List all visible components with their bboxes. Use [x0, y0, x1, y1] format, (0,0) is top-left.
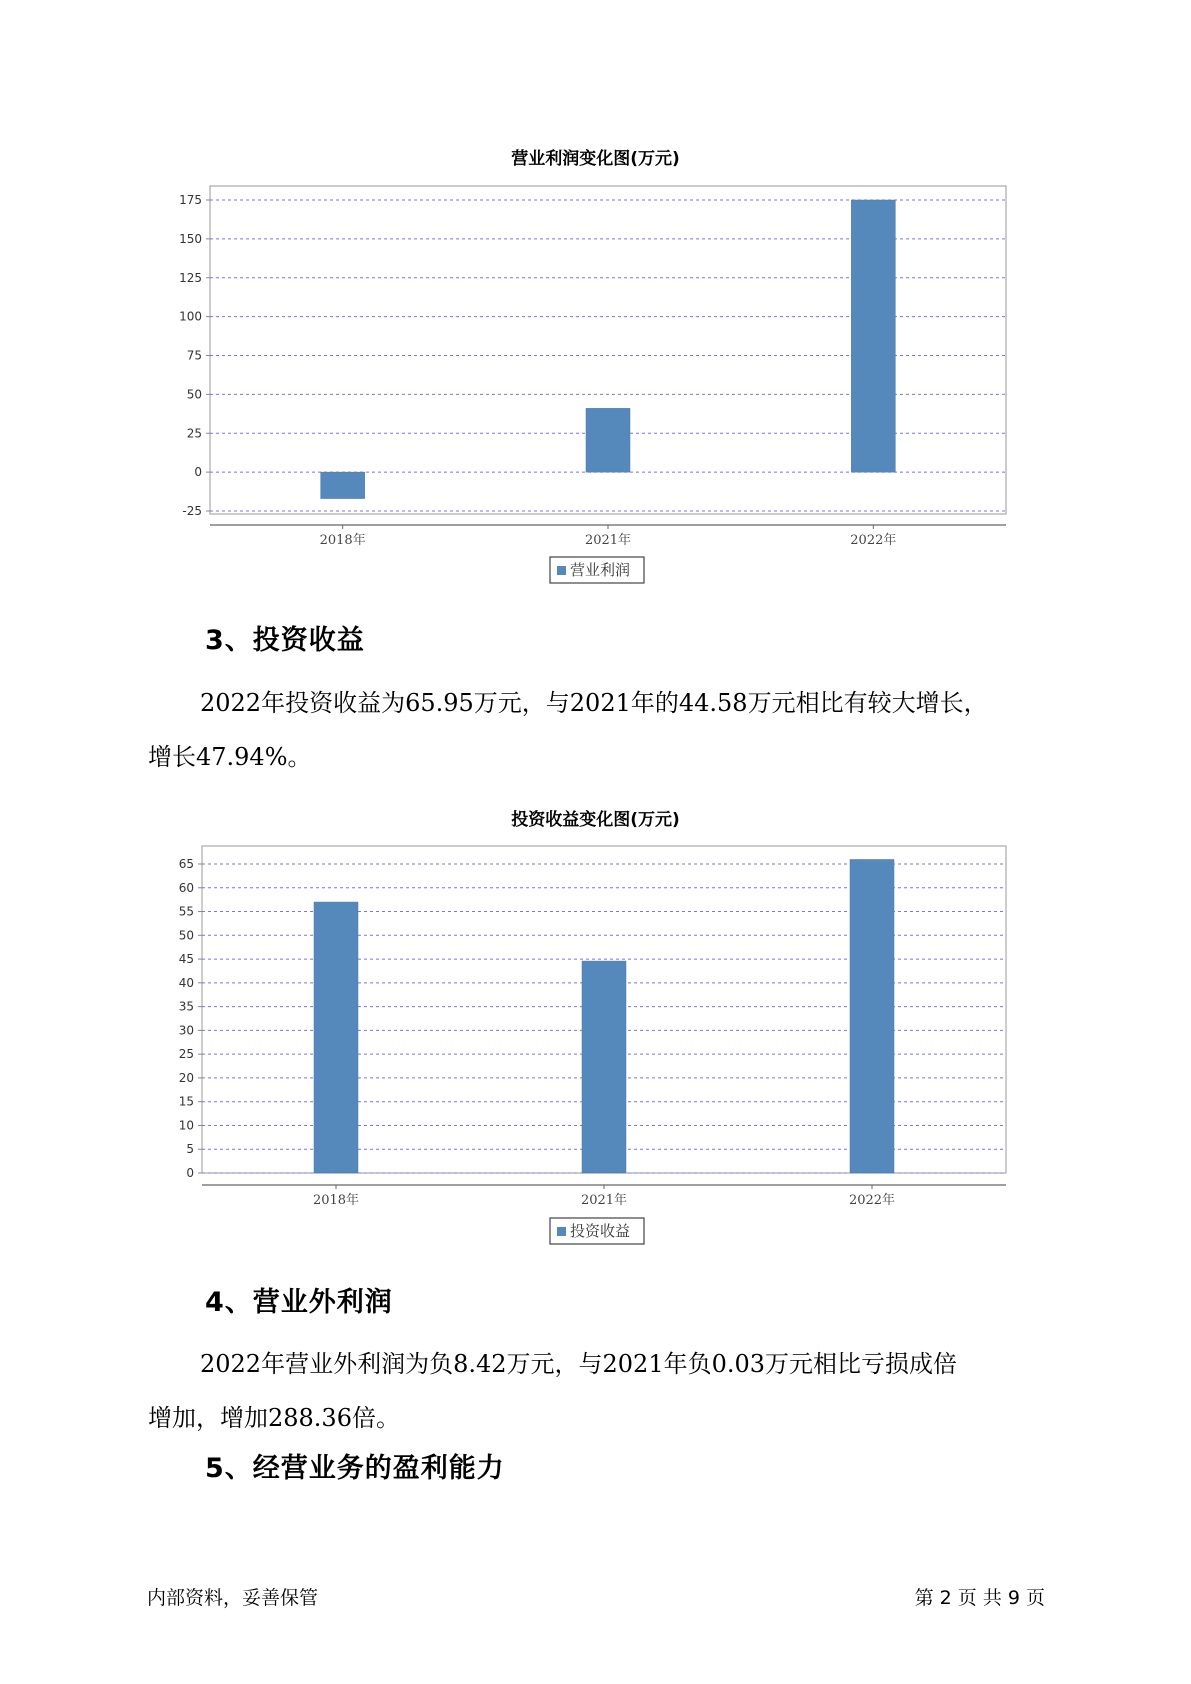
chart2-legend-label: 投资收益 — [570, 1222, 631, 1240]
footer-page-number: 第 2 页 共 9 页 — [914, 1587, 1045, 1609]
chart2-ytick-label: 30 — [178, 1023, 194, 1038]
chart1-ytick-label: 150 — [179, 231, 202, 246]
chart2-bar-2022年 — [850, 859, 894, 1173]
chart1-xtick-label: 2022年 — [850, 533, 897, 548]
chart2-xtick-label: 2021年 — [580, 1193, 628, 1208]
chart2-legend-swatch — [557, 1227, 566, 1236]
chart2-bar-2021年 — [582, 961, 626, 1173]
chart1-ytick-label: 25 — [186, 426, 202, 441]
chart2-ytick-label: 40 — [178, 975, 194, 990]
section-4-line2: 增加，增加288.36倍。 — [148, 1404, 400, 1432]
section-5-heading: 5、经营业务的盈利能力 — [205, 1453, 505, 1484]
chart2-ytick-label: 10 — [178, 1118, 194, 1133]
chart2-xtick-label: 2022年 — [848, 1193, 896, 1208]
chart1-ytick-label: -25 — [182, 504, 202, 518]
chart2-ytick-label: 65 — [178, 857, 194, 871]
chart2-ytick-label: 55 — [178, 904, 194, 919]
chart1-ytick-label: 100 — [179, 309, 202, 324]
chart2-title: 投资收益变化图(万元) — [511, 810, 680, 830]
chart2-ytick-label: 15 — [178, 1094, 194, 1109]
chart1-ytick-label: 50 — [186, 387, 202, 402]
chart2-ytick-label: 5 — [186, 1142, 194, 1157]
chart1-ytick-label: 0 — [194, 465, 202, 480]
section-3-line2: 增长47.94%。 — [148, 743, 312, 771]
section-3-line1: 2022年投资收益为65.95万元，与2021年的44.58万元相比有较大增长， — [200, 689, 988, 717]
chart2-xtick-label: 2018年 — [312, 1193, 360, 1208]
chart1-ytick-label: 125 — [179, 270, 202, 285]
chart2-ytick-label: 20 — [178, 1070, 194, 1085]
chart1-legend-label: 营业利润 — [570, 561, 631, 579]
chart2-ytick-label: 45 — [178, 952, 194, 967]
section-4-paragraph — [148, 1337, 1068, 1445]
section-3-heading: 3、投资收益 — [205, 625, 365, 656]
chart2-ytick-label: 35 — [178, 999, 194, 1014]
chart1-xtick-label: 2021年 — [584, 533, 632, 548]
chart1-xtick-label: 2018年 — [319, 533, 366, 548]
section-4-heading: 4、营业外利润 — [205, 1287, 393, 1318]
chart2-ytick-label: 60 — [178, 880, 194, 895]
chart2-bar-2018年 — [314, 902, 358, 1173]
chart2-ytick-label: 50 — [178, 928, 194, 943]
chart2-ytick-label: 0 — [186, 1166, 194, 1180]
section-4-line1: 2022年营业外利润为负8.42万元，与2021年负0.03万元相比亏损成倍 — [200, 1350, 958, 1378]
chart1-title: 营业利润变化图(万元) — [511, 149, 680, 169]
chart1-ytick-label: 75 — [186, 348, 202, 363]
chart1-ytick-label: 175 — [179, 193, 202, 207]
chart2-ytick-label: 25 — [178, 1047, 194, 1062]
footer-left: 内部资料，妥善保管 — [147, 1587, 319, 1609]
